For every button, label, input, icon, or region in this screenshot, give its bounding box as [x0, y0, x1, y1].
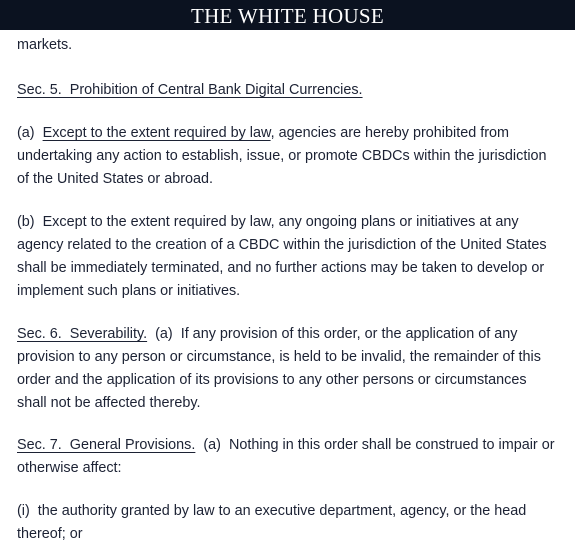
sec5-paragraph-b: (b) Except to the extent required by law, any ongoing plans or initiatives at any agency related to the creation of a CBDC within the jurisdiction of the United States shall be immediately terminated, and no further actions may be taken to develop or implement such plans or initiatives.: [17, 214, 547, 299]
sec5-heading-text: Sec. 5. Prohibition of Central Bank Digital Currencies.: [17, 82, 363, 98]
intro-fragment: markets.: [17, 37, 73, 53]
sec7-heading: Sec. 7. General Provisions.: [17, 437, 196, 453]
sec7-paragraph: Sec. 7. General Provisions. (a) Nothing in this order shall be construed to impair or otherwise affect:: [17, 437, 555, 476]
sec5-paragraph-a: (a) Except to the extent required by law, agencies are hereby prohibited from undertaking any action to establish, issue, or promote CBDCs within the jurisdiction of the United States or abroad.: [17, 125, 547, 187]
site-header: [0, 0, 575, 30]
sec7-paragraph-i: (i) the authority granted by law to an executive department, agency, or the head thereof; or: [17, 503, 527, 542]
required-by-law-link[interactable]: Except to the extent required by law: [42, 125, 271, 141]
sec6-heading: Sec. 6. Severability.: [17, 326, 148, 342]
sec5-heading: [17, 79, 565, 102]
site-title[interactable]: THE WHITE HOUSE: [190, 3, 385, 28]
sec6-paragraph: Sec. 6. Severability. (a) If any provision of this order, or the application of any provision to any person or circumstance, is held to be invalid, the remainder of this order and the application of its provisions to any other persons or circumstances shall not be affected thereby.: [17, 326, 541, 411]
